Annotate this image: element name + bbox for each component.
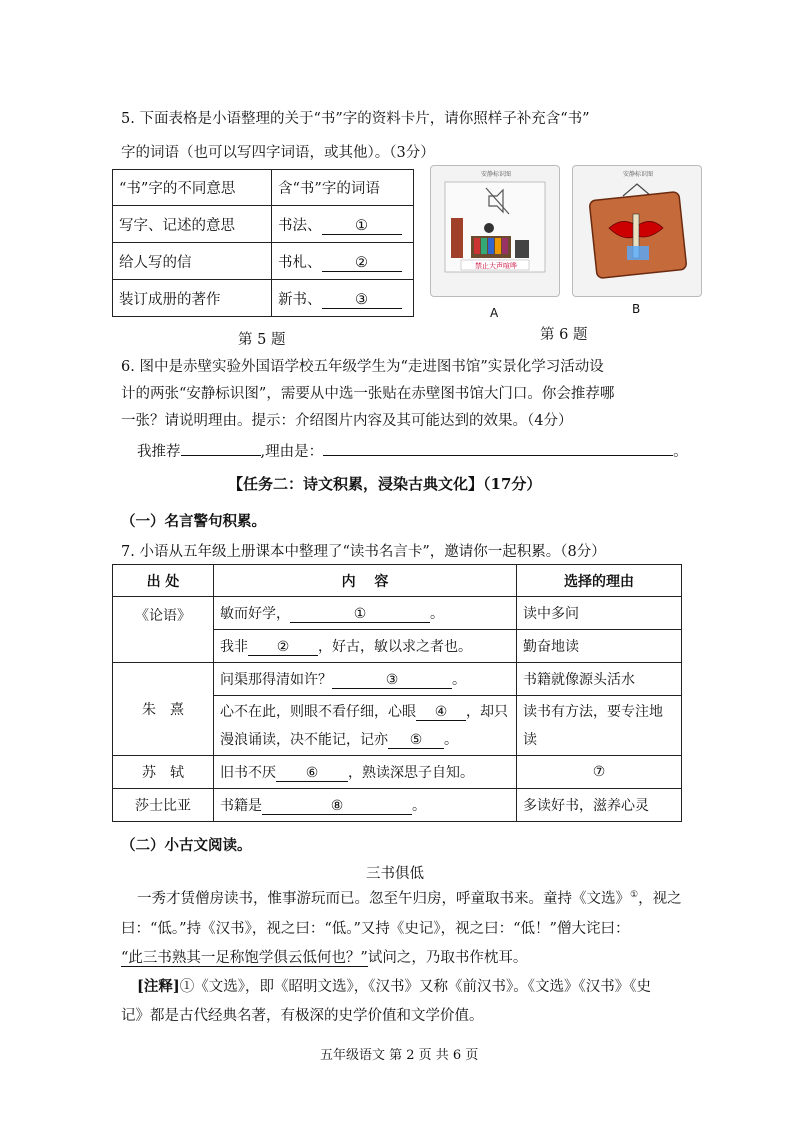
note-label: [注释] — [137, 978, 180, 995]
content-text: 漫浪诵读，决不能记，记亦 — [220, 731, 388, 748]
answer-blank[interactable]: ① — [290, 606, 430, 623]
source-lunyu: 《论语》 — [113, 597, 214, 663]
table-row — [113, 756, 682, 789]
label-a: A — [490, 306, 499, 320]
story-p1: 一秀才赁僧房读书，惟事游玩而已。忽至午归房，呼童取书来。童持《文选》①，视之 — [137, 890, 682, 907]
recommend-input[interactable] — [181, 441, 261, 456]
reason-text: 读中多问 — [517, 597, 682, 630]
task2-heading: 【任务二：诗文积累，浸染古典文化】（17分） — [228, 475, 542, 493]
content-text: 敏而好学， — [220, 606, 290, 622]
q5-line1: 5. 下面表格是小语整理的关于“书”字的资料卡片，请你照样子补充含“书” — [121, 111, 590, 127]
table-row — [113, 663, 682, 696]
reason-text: 多读好书，滋养心灵 — [517, 789, 682, 822]
library-silence-drawing — [431, 166, 559, 296]
q5-line2: 字的词语（也可以写四字词语，或其他）。（3分） — [121, 145, 435, 161]
sign-a-caption: 禁止大声喧哗 — [475, 262, 517, 270]
sign-b-title: 安静标识图 — [623, 171, 654, 178]
q5-meaning: 给人写的信 — [113, 243, 272, 280]
section1-heading: （一）名言警句积累。 — [121, 513, 266, 530]
q5-word: 书札、 — [278, 254, 322, 271]
q5-caption: 第 5 题 — [238, 332, 286, 348]
answer-blank[interactable]: ③ — [332, 672, 452, 689]
content-text: ，熟读深思子自知。 — [348, 765, 474, 781]
q6-caption: 第 6 题 — [540, 327, 588, 343]
source-sushi: 苏 轼 — [113, 756, 214, 789]
content-text: 我非 — [220, 639, 248, 655]
table-row — [113, 243, 414, 280]
answer-blank[interactable]: ⑥ — [276, 765, 348, 782]
content-text: 。 — [430, 606, 444, 622]
reason-label: ,理由是： — [260, 444, 324, 460]
answer-blank[interactable]: ② — [248, 639, 318, 656]
note-line1: [注释]①《文选》，即《昭明文选》，《汉书》又称《前汉书》。《文选》《汉书》《史 — [137, 978, 651, 995]
recommend-label: 我推荐 — [137, 444, 181, 460]
lips-shush-drawing — [573, 166, 701, 296]
q6-line1: 6. 图中是赤壁实验外国语学校五年级学生为“走进图书馆”实景化学习活动设 — [121, 359, 604, 375]
story-p3: “此三书熟其一足称饱学俱云低何也？”试问之，乃取书作枕耳。 — [121, 950, 528, 966]
q6-line2: 计的两张“安静标识图”，需要从中选一张贴在赤壁图书馆大门口。你会推荐哪 — [121, 386, 615, 402]
label-b: B — [632, 302, 641, 316]
q5-table — [112, 169, 414, 317]
content-text: 。 — [444, 731, 458, 748]
q6-answer-line — [137, 440, 688, 461]
content-text: 旧书不厌 — [220, 765, 276, 781]
sign-a-title: 安静标识图 — [481, 171, 512, 178]
content-text: 心不在此，则眼不看仔细，心眼 — [220, 703, 416, 720]
answer-blank[interactable]: ⑤ — [388, 732, 444, 749]
content-text: ，好古，敏以求之者也。 — [318, 639, 472, 655]
q5-meaning: 写字、记述的意思 — [113, 206, 272, 243]
sign-image-a — [430, 165, 560, 297]
table-row — [113, 597, 682, 630]
footnote-mark: ① — [630, 890, 639, 901]
content-text: 。 — [412, 798, 426, 814]
q5-header-words: 含“书”字的词语 — [272, 170, 414, 206]
reason-text: 读书有方法，要专注地 — [523, 703, 663, 720]
underlined-sentence: “此三书熟其一足称饱学俱云低何也？” — [121, 950, 368, 966]
th-source: 出 处 — [113, 565, 214, 597]
source-zhuxi: 朱 熹 — [113, 663, 214, 756]
story-p2: 曰：“低。”持《汉书》，视之曰：“低。”又持《史记》，视之曰：“低！”僧大诧曰： — [121, 921, 630, 937]
table-row — [113, 206, 414, 243]
content-text: ，却只 — [466, 703, 508, 720]
story-title: 三书俱低 — [366, 866, 424, 882]
content-text: 问渠那得清如许？ — [220, 672, 332, 688]
reason-text: 勤奋地读 — [517, 630, 682, 663]
note-line2: 记》都是古代经典名著，有极深的史学价值和文学价值。 — [121, 1008, 484, 1024]
q7-table — [112, 564, 682, 822]
q5-meaning: 装订成册的著作 — [113, 280, 272, 317]
content-text: 书籍是 — [220, 798, 262, 814]
reason-text: 书籍就像源头活水 — [517, 663, 682, 696]
answer-blank[interactable]: ③ — [322, 292, 402, 309]
answer-blank-reason[interactable]: ⑦ — [517, 756, 682, 789]
th-content: 内 容 — [214, 565, 517, 597]
sign-image-b — [572, 165, 702, 297]
table-row — [113, 789, 682, 822]
reason-end: 。 — [673, 444, 688, 460]
content-text: 。 — [452, 672, 466, 688]
source-shakespeare: 莎士比亚 — [113, 789, 214, 822]
q5-word: 书法、 — [278, 217, 322, 234]
page-footer: 五年级语文 第 2 页 共 6 页 — [320, 1048, 479, 1063]
reason-text: 读 — [523, 731, 537, 748]
q6-line3: 一张？请说明理由。提示：介绍图片内容及其可能达到的效果。（4分） — [121, 413, 573, 429]
reason-input[interactable] — [323, 441, 673, 456]
q5-word: 新书、 — [278, 291, 322, 308]
q7-prompt: 7. 小语从五年级上册课本中整理了“读书名言卡”，邀请你一起积累。（8分） — [121, 544, 606, 560]
answer-blank[interactable]: ⑧ — [262, 798, 412, 815]
answer-blank[interactable]: ① — [322, 218, 402, 235]
section2-heading: （二）小古文阅读。 — [121, 837, 252, 854]
th-reason: 选择的理由 — [517, 565, 682, 597]
table-row — [113, 280, 414, 317]
q5-header-meaning: “书”字的不同意思 — [113, 170, 272, 206]
answer-blank[interactable]: ④ — [416, 704, 466, 721]
answer-blank[interactable]: ② — [322, 255, 402, 272]
